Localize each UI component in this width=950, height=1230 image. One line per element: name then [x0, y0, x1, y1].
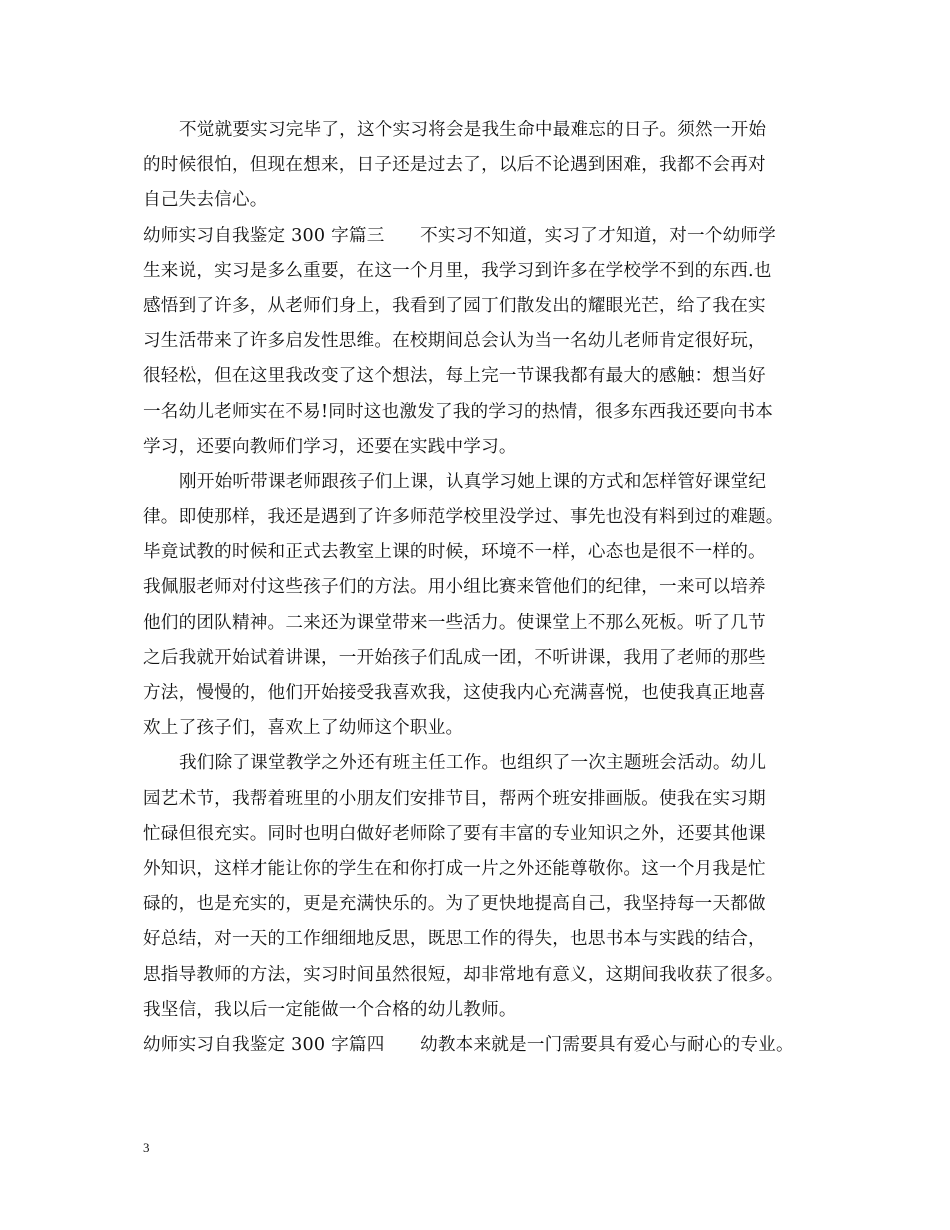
paragraph-line: 之后我就开始试着讲课，一开始孩子们乱成一团，不听讲课，我用了老师的那些 — [143, 647, 766, 668]
paragraph-line: 园艺术节，我帮着班里的小朋友们安排节目，帮两个班安排画版。使我在实习期 — [143, 788, 766, 809]
body-text — [143, 113, 833, 1063]
paragraph-line: 我坚信，我以后一定能做一个合格的幼儿教师。 — [143, 999, 517, 1020]
paragraph-line: 生来说，实习是多么重要，在这一个月里，我学习到许多在学校学不到的东西.也 — [143, 260, 772, 281]
paragraph-line: 不觉就要实习完毕了，这个实习将会是我生命中最难忘的日子。须然一开始 — [179, 120, 767, 140]
paragraph-line: 碌的，也是充实的，更是充满快乐的。为了更快地提高自己，我坚持每一天都做 — [143, 894, 766, 915]
page-number: 3 — [143, 1140, 150, 1155]
paragraph-line: 好总结，对一天的工作细细地反思，既思工作的得失，也思书本与实践的结合， — [143, 929, 766, 950]
paragraph-line: 欢上了孩子们，喜欢上了幼师这个职业。 — [143, 718, 464, 739]
paragraph-line: 思指导教师的方法，实习时间虽然很短，却非常地有意义，这期间我收获了很多。 — [143, 964, 784, 985]
paragraph-line: 的时候很怕，但现在想来，日子还是过去了，以后不论遇到困难，我都不会再对 — [143, 155, 766, 176]
paragraph-line: 毕竟试教的时候和正式去教室上课的时候，环境不一样，心态也是很不一样的。 — [143, 542, 766, 563]
paragraph-line: 律。即使那样，我还是遇到了许多师范学校里没学过、事先也没有料到过的难题。 — [143, 507, 784, 528]
paragraph-line: 自己失去信心。 — [143, 190, 268, 211]
paragraph-line: 刚开始听带课老师跟孩子们上课，认真学习她上课的方式和怎样管好课堂纪 — [179, 471, 767, 492]
paragraph-line: 感悟到了许多，从老师们身上，我看到了园丁们散发出的耀眼光芒，给了我在实 — [143, 295, 766, 316]
paragraph-line: 习生活带来了许多启发性思维。在校期间总会认为当一名幼儿老师肯定很好玩， — [143, 331, 766, 352]
paragraph-line: 忙碌但很充实。同时也明白做好老师除了要有丰富的专业知识之外，还要其他课 — [143, 823, 766, 844]
paragraph-line: 很轻松，但在这里我改变了这个想法，每上完一节课我都有最大的感触：想当好 — [143, 366, 766, 387]
paragraph-line: 我佩服老师对付这些孩子们的方法。用小组比赛来管他们的纪律，一来可以培养 — [143, 577, 766, 598]
paragraph-line: 学习，还要向教师们学习，还要在实践中学习。 — [143, 436, 517, 457]
paragraph-line: 方法，慢慢的，他们开始接受我喜欢我，这使我内心充满喜悦，也使我真正地喜 — [143, 683, 766, 703]
paragraph-line: 一名幼儿老师实在不易!同时这也激发了我的学习的热情，很多东西我还要向书本 — [143, 401, 774, 422]
paragraph-line: 我们除了课堂教学之外还有班主任工作。也组织了一次主题班会活动。幼儿 — [179, 753, 767, 774]
paragraph-line: 外知识，这样才能让你的学生在和你打成一片之外还能尊敬你。这一个月我是忙 — [143, 858, 766, 879]
section-heading-line: 幼师实习自我鉴定 300 字篇三 不实习不知道，实习了才知道，对一个幼师学 — [143, 225, 776, 246]
paragraph-line: 他们的团队精神。二来还为课堂带来一些活力。使课堂上不那么死板。听了几节 — [143, 612, 766, 633]
section-heading-line: 幼师实习自我鉴定 300 字篇四 幼教本来就是一门需要具有爱心与耐心的专业。 — [143, 1034, 794, 1055]
